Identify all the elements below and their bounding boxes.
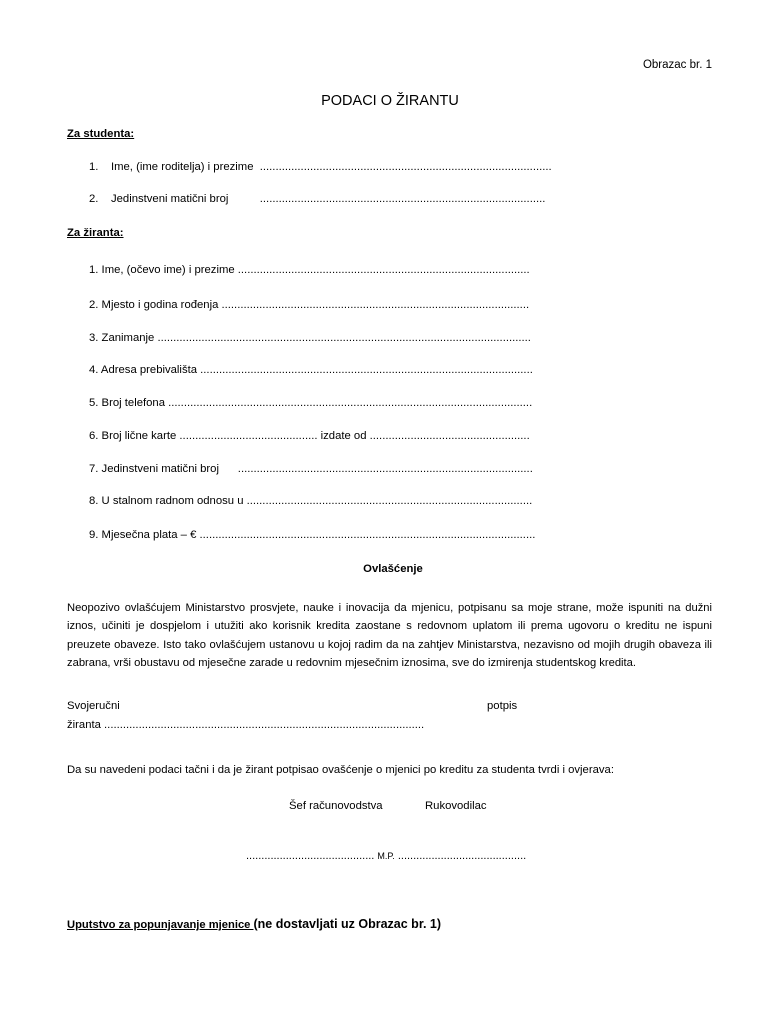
guarantor-field-salary: 9. Mjesečna plata – € ........................................................................................................... xyxy=(89,529,536,541)
instructions-heading xyxy=(67,917,441,931)
guarantor-signature-line: žiranta ...................................................................................................... xyxy=(67,719,425,731)
stamp-line-left: .......................................... xyxy=(246,850,375,862)
guarantor-field-occupation: 3. Zanimanje ....................................................................................................................... xyxy=(89,332,531,344)
stamp-mp-label: M.P. xyxy=(377,851,395,861)
guarantor-field-birth: 2. Mjesto i godina rođenja .................................................................................................. xyxy=(89,299,530,311)
chief-accountant-label: Šef računovodstva xyxy=(289,800,383,812)
guarantor-section-heading: Za žiranta: xyxy=(67,227,124,239)
guarantor-field-address: 4. Adresa prebivališta .......................................................................................................... xyxy=(89,364,533,376)
guarantor-field-phone: 5. Broj telefona .................................................................................................................... xyxy=(89,397,533,409)
manager-label: Rukovodilac xyxy=(425,800,487,812)
guarantor-field-jmbg: 7. Jedinstveni matični broj .............................................................................................. xyxy=(89,463,533,475)
page-title: PODACI O ŽIRANTU xyxy=(321,93,459,109)
form-number: Obrazac br. 1 xyxy=(642,59,712,71)
student-section-heading: Za studenta: xyxy=(67,128,135,140)
stamp-line-right: .......................................... xyxy=(397,850,527,862)
signature-own-hand: Svojeručni xyxy=(67,700,120,712)
student-field-name: 1. Ime, (ime roditelja) i prezime ............................................................................................. xyxy=(89,161,552,173)
student-field-jmbg: 2. Jedinstveni matični broj ........................................................................................... xyxy=(89,193,546,205)
guarantor-field-employment: 8. U stalnom radnom odnosu u ........................................................................................... xyxy=(89,495,533,507)
instructions-bold: (ne dostavljati uz Obrazac br. 1) xyxy=(253,917,442,931)
confirmation-text: Da su navedeni podaci tačni i da je žirant potpisao ovašćenje o mjenici po kreditu za studenta tvrdi i ovjerava: xyxy=(67,764,614,776)
instructions-underlined: Uputstvo za popunjavanje mjenice xyxy=(67,919,254,931)
stamp-line xyxy=(246,850,526,862)
authorization-paragraph: Neopozivo ovlašćujem Ministarstvo prosvjete, nauke i inovacija da mjenicu, potpisanu sa moje strane, može ispuniti na dužni iznos, učiniti je dospjelom i utužiti ako korisnik kredita zaostane s redovnom uplatom ili prema ugovoru o kreditu ne ispuni preuzete obaveze. Isto tako ovlašćujem ustanovu u kojoj radim da na zahtjev Ministarstva, nezavisno od mojih drugih obaveza ili zabrana, vrši obustavu od mjesečne zarade u redovnim mjesečnim iznosima, sve do izmirenja studentskog kredita. xyxy=(67,602,712,669)
guarantor-field-id-card: 6. Broj lične karte ............................................ izdate od ................................................... xyxy=(89,430,530,442)
signature-label: potpis xyxy=(487,700,518,712)
authorization-heading: Ovlašćenje xyxy=(363,563,423,575)
guarantor-field-name: 1. Ime, (očevo ime) i prezime ............................................................................................. xyxy=(89,264,530,276)
